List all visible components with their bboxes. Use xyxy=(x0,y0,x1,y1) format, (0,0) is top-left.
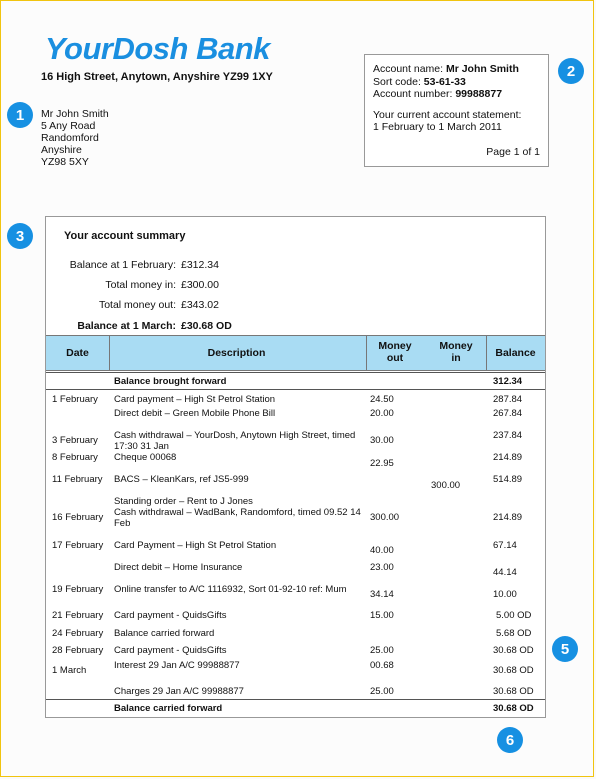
row-balance: 514.89 xyxy=(493,474,523,485)
row-money-out: 24.50 xyxy=(370,394,394,405)
customer-address xyxy=(41,108,109,168)
row-balance: 214.89 xyxy=(493,452,523,463)
row-description: Direct debit – Home Insurance xyxy=(114,562,243,573)
header-text: in xyxy=(451,352,461,364)
row-date: 16 February xyxy=(52,512,104,523)
statement-period: 1 February to 1 March 2011 xyxy=(373,121,502,133)
row-balance: 30.68 OD xyxy=(493,686,534,697)
row-balance: 5.68 OD xyxy=(496,628,532,639)
badge-3: 3 xyxy=(7,223,33,249)
row-date: 24 February xyxy=(52,628,104,639)
row-money-out: 00.68 xyxy=(370,660,394,671)
customer-postcode: YZ98 5XY xyxy=(41,156,89,168)
header-date: Date xyxy=(66,347,89,359)
account-name-label: Account name: xyxy=(373,63,444,75)
statement-label: Your current account statement: xyxy=(373,108,522,121)
summary-label: Balance at 1 March: xyxy=(77,320,176,332)
header-text: Money xyxy=(378,340,412,352)
row-description: Balance carried forward xyxy=(114,703,223,714)
summary-label: Total money out: xyxy=(98,299,176,311)
row-description: Cash withdrawal – WadBank, Randomford, timed 09.52 14 Feb xyxy=(114,507,361,529)
row-money-out: 25.00 xyxy=(370,645,394,656)
row-balance: 287.84 xyxy=(493,394,523,405)
summary-label: Balance at 1 February: xyxy=(69,259,176,271)
summary-title: Your account summary xyxy=(64,230,186,242)
row-money-out: 25.00 xyxy=(370,686,394,697)
row-money-in: 300.00 xyxy=(431,480,461,491)
sort-code-value: 53-61-33 xyxy=(423,75,466,88)
row-money-out: 15.00 xyxy=(370,610,394,621)
row-description: Card payment - QuidsGifts xyxy=(114,645,227,656)
row-money-out: 20.00 xyxy=(370,408,394,419)
badge-5: 5 xyxy=(552,636,578,662)
row-balance: 312.34 xyxy=(493,376,523,387)
row-balance: 5.00 OD xyxy=(496,610,532,621)
row-balance: 30.68 OD xyxy=(493,645,534,656)
account-summary-section xyxy=(45,216,546,718)
row-description: Card Payment – High St Petrol Station xyxy=(114,540,277,551)
customer-address-line: Anyshire xyxy=(41,144,82,156)
row-date: 3 February xyxy=(52,435,98,446)
row-balance: 214.89 xyxy=(493,512,523,523)
row-balance: 67.14 xyxy=(493,540,517,551)
row-description: Standing order – Rent to J Jones xyxy=(114,496,253,507)
account-number-label: Account number: xyxy=(373,88,453,100)
summary-row xyxy=(46,279,176,293)
row-money-out: 34.14 xyxy=(370,589,394,600)
header-money-out xyxy=(366,340,424,364)
account-details-box xyxy=(364,54,549,167)
row-description: Card payment – High St Petrol Station xyxy=(114,394,276,405)
row-description: Charges 29 Jan A/C 99988877 xyxy=(114,686,244,697)
row-date: 8 February xyxy=(52,452,98,463)
summary-value: £30.68 OD xyxy=(181,320,232,332)
row-description: Online transfer to A/C 1116932, Sort 01-92-10 ref: Mum xyxy=(114,584,347,595)
header-balance: Balance xyxy=(495,347,536,359)
row-description: Cheque 00068 xyxy=(114,452,177,463)
bank-logo: YourDosh Bank xyxy=(45,31,270,66)
row-description: BACS – KleanKars, ref JS5-999 xyxy=(114,474,249,485)
row-money-out: 40.00 xyxy=(370,545,394,556)
transactions-header xyxy=(46,335,545,371)
summary-label: Total money in: xyxy=(105,279,176,291)
row-money-out: 22.95 xyxy=(370,458,394,469)
account-name-value: Mr John Smith xyxy=(445,63,519,75)
account-number-value: 99988877 xyxy=(455,88,503,100)
summary-value: £343.02 xyxy=(181,299,219,311)
row-money-out: 300.00 xyxy=(370,512,400,523)
row-date: 19 February xyxy=(52,584,104,595)
page-number: Page 1 of 1 xyxy=(486,145,540,158)
badge-6: 6 xyxy=(497,727,523,753)
row-balance: 30.68 OD xyxy=(493,665,534,676)
row-description: Balance brought forward xyxy=(114,376,227,387)
row-balance: 44.14 xyxy=(493,567,517,578)
row-balance: 237.84 xyxy=(493,430,523,441)
summary-value: £300.00 xyxy=(181,279,219,291)
header-money-in xyxy=(426,340,486,364)
row-balance: 10.00 xyxy=(493,589,517,600)
row-money-out: 23.00 xyxy=(370,562,394,573)
header-text: out xyxy=(386,352,404,364)
row-description: Interest 29 Jan A/C 99988877 xyxy=(114,660,240,671)
header-description: Description xyxy=(207,347,266,359)
customer-address-line: 5 Any Road xyxy=(41,120,96,132)
row-description: Direct debit – Green Mobile Phone Bill xyxy=(114,408,276,419)
customer-address-line: Randomford xyxy=(41,132,99,144)
sort-code-label: Sort code: xyxy=(373,75,421,88)
row-description: Balance carried forward xyxy=(114,628,215,639)
row-date: 11 February xyxy=(52,474,103,485)
summary-row xyxy=(46,259,176,273)
row-balance: 267.84 xyxy=(493,408,523,419)
summary-value: £312.34 xyxy=(181,259,219,271)
row-balance: 30.68 OD xyxy=(493,703,534,714)
row-date: 28 February xyxy=(52,645,104,656)
row-date: 17 February xyxy=(52,540,104,551)
bank-address: 16 High Street, Anytown, Anyshire YZ99 1XY xyxy=(41,71,273,83)
summary-row xyxy=(46,299,176,313)
row-money-out: 30.00 xyxy=(370,435,394,446)
row-description: Cash withdrawal – YourDosh, Anytown High Street, timed 17:30 31 Jan xyxy=(114,430,356,452)
summary-row xyxy=(46,320,176,334)
header-text: Money xyxy=(439,340,473,352)
row-date: 1 March xyxy=(52,665,87,676)
badge-2: 2 xyxy=(558,58,584,84)
row-date: 21 February xyxy=(52,610,104,621)
customer-name: Mr John Smith xyxy=(41,108,109,120)
row-date: 1 February xyxy=(52,394,98,405)
badge-1: 1 xyxy=(7,102,33,128)
row-description: Card payment - QuidsGifts xyxy=(114,610,227,621)
